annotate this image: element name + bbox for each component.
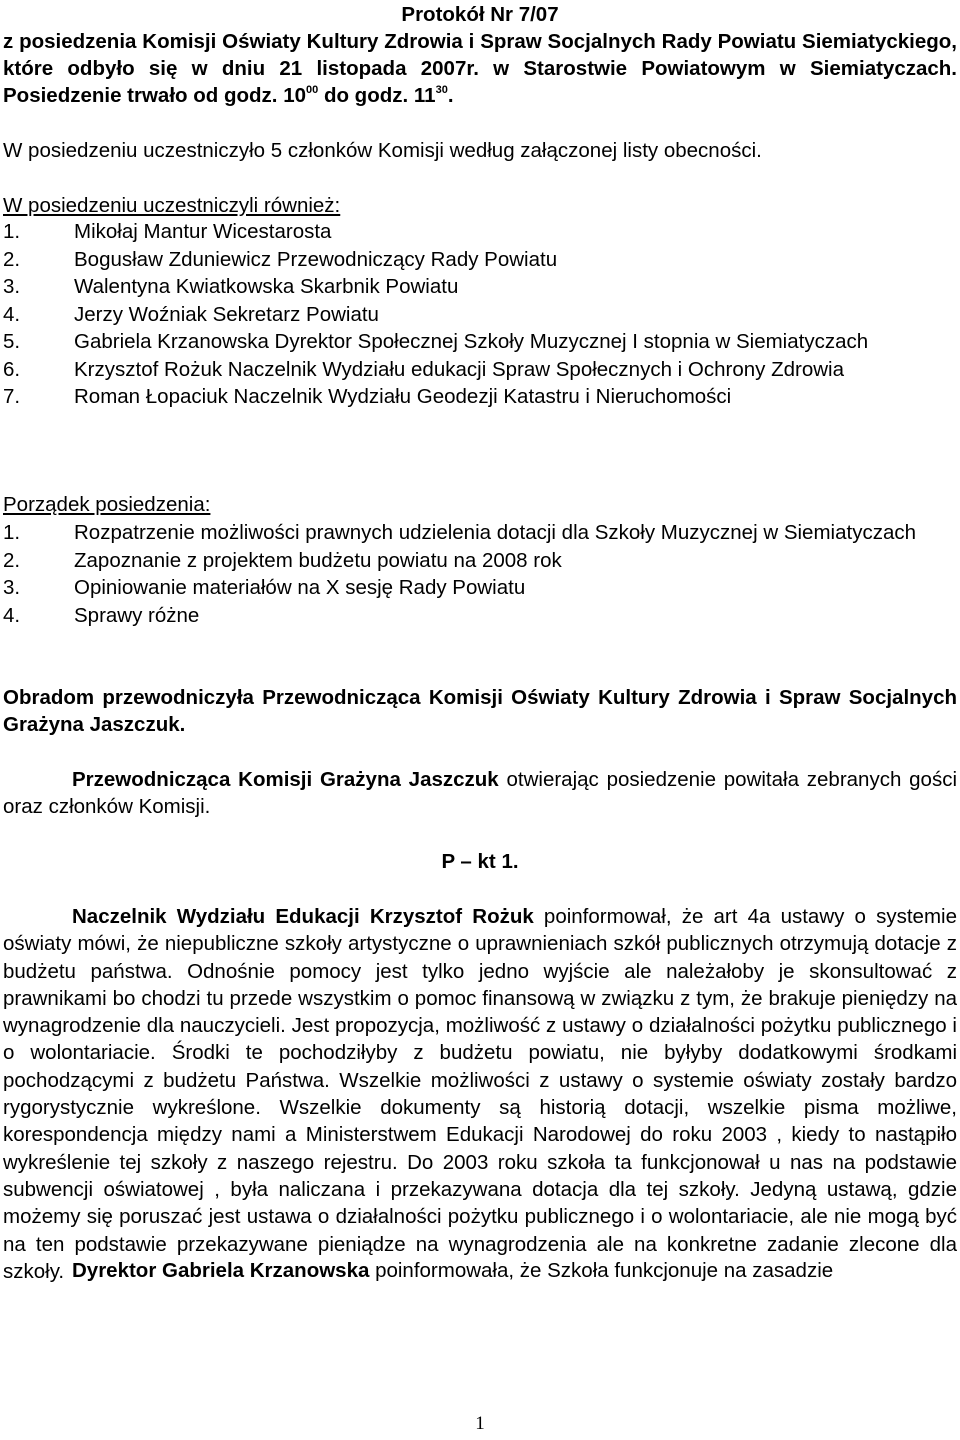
agenda-item-text: Opiniowanie materiałów na X sesję Rady Powiatu (74, 576, 526, 599)
guest-item-text: Bogusław Zduniewicz Przewodniczący Rady Powiatu (74, 247, 558, 271)
guest-item-number: 7. (3, 385, 21, 408)
guest-item-number: 5. (3, 330, 21, 353)
time-start-minutes: 00 (306, 84, 319, 96)
guest-item (3, 273, 957, 301)
guest-item-text: Krzysztof Rożuk Naczelnik Wydziału edukacji Spraw Społecznych i Ochrony Zdrowia (74, 357, 845, 381)
paragraph-rozuk-text: poinformował, że art 4a ustawy o systemie oświaty mówi, że niepubliczne szkoły artystyczne o uprawnieniach szkół publicznych otrzymują dotacje z budżetu państwa. Odnośnie pomocy jest tylko jedno wyjście ale należałoby je skonsultować z prawnikami bo chodzi tu przede wszystkim o pomoc finansową w związku z tym, że brakuje pieniędzy na wynagrodzenie dla nauczycieli. Jest propozycja, możliwość z ustawy o działalności pożytku publicznego i o wolontariacie. Środki te pochodziłyby z budżetu powiatu, nie byłyby dodatkowymi środkami pochodzącymi z budżetu Państwa. Wszelkie możliwości z ustawy o systemie oświaty zostały bardzo rygorystycznie wykreślone. Wszelkie dokumenty są historią dotacji, wszelkie pisma możliwe, korespondencja między nami a Ministerstwem Edukacji Narodowej do roku 2003 , kiedy to nastąpiło wykreślenie tej szkoły z naszego rejestru. Do 2003 roku szkoła ta funkcjonował u nas na podstawie subwencji oświatowej , była naliczana i przekazywana dotacja dla tej szkoły. Jedyną ustawą, gdzie możemy się poruszać jest ustawa o działalności pożytku publicznego i o wolontariacie, ale nie mogą być na ten podstawie przekazywane pieniądze na wynagrodzenia ale na konkretne zadanie zlecone dla szkoły. (3, 905, 957, 1283)
paragraph-krzanowska-text: poinformowała, że Szkoła funkcjonuje na zasadzie (369, 1259, 834, 1282)
agenda-item-number: 1. (3, 521, 21, 544)
time-end-minutes: 30 (435, 84, 448, 96)
agenda-item-number: 2. (3, 548, 21, 572)
guest-item-text: Gabriela Krzanowska Dyrektor Społecznej Szkoły Muzycznej I stopnia w Siemiatyczach (74, 330, 869, 353)
opening-paragraph (3, 766, 957, 821)
guests-heading: W posiedzeniu uczestniczyli również: (3, 194, 341, 217)
guest-item-text: Jerzy Woźniak Sekretarz Powiatu (74, 302, 379, 326)
guest-item (3, 218, 957, 246)
guest-item-text: Mikołaj Mantur Wicestarosta (74, 220, 332, 243)
paragraph-krzanowska-speaker: Dyrektor Gabriela Krzanowska (72, 1259, 370, 1282)
point-heading: P – kt 1. (441, 850, 519, 873)
guest-item (3, 383, 957, 411)
header-text: z posiedzenia Komisji Oświaty Kultury Zdrowia i Spraw Socjalnych Rady Powiatu Siemiatyckiego, które odbyło się w dniu 21 listopada 2007r. w Starostwie Powiatowym w Siemiatyczach. Posiedzenie trwało od godz. 10 (3, 30, 957, 107)
guest-item-text: Walentyna Kwiatkowska Skarbnik Powiatu (74, 275, 459, 298)
agenda-item-text: Rozpatrzenie możliwości prawnych udzielenia dotacji dla Szkoły Muzycznej w Siemiatyczach (74, 521, 916, 544)
guest-item-number: 1. (3, 220, 21, 243)
agenda-item-number: 4. (3, 603, 21, 627)
paragraph-rozuk-speaker: Naczelnik Wydziału Edukacji Krzysztof Rożuk (72, 905, 534, 928)
guest-item (3, 328, 957, 356)
guest-item-number: 3. (3, 275, 21, 298)
agenda-list (3, 519, 957, 629)
agenda-item-text: Sprawy różne (74, 603, 200, 627)
guest-item-text: Roman Łopaciuk Naczelnik Wydziału Geodezji Katastru i Nieruchomości (74, 385, 732, 408)
guest-item (3, 301, 957, 329)
guest-item (3, 356, 957, 384)
paragraph-rozuk (3, 903, 957, 1285)
guest-item (3, 246, 957, 274)
agenda-heading: Porządek posiedzenia: (3, 493, 211, 516)
header-time-mid: do godz. 11 (318, 84, 436, 107)
opening-text: otwierając posiedzenie powitała zebranych gości oraz członków Komisji. (3, 768, 957, 819)
guest-item-number: 2. (3, 247, 21, 271)
guest-item-number: 6. (3, 357, 21, 381)
chair-statement: Obradom przewodniczyła Przewodnicząca Komisji Oświaty Kultury Zdrowia i Spraw Socjalnych Grażyna Jaszczuk. (3, 686, 957, 737)
agenda-item (3, 519, 957, 547)
agenda-item-number: 3. (3, 576, 21, 599)
document-header (3, 1, 957, 109)
opening-speaker: Przewodnicząca Komisji Grażyna Jaszczuk (72, 768, 499, 791)
agenda-item (3, 574, 957, 602)
agenda-item (3, 602, 957, 630)
header-time-suffix: . (447, 84, 454, 107)
paragraph-krzanowska (3, 1257, 957, 1284)
document-title: Protokół Nr 7/07 (401, 3, 559, 26)
agenda-item (3, 547, 957, 575)
page-number: 1 (475, 1413, 485, 1434)
agenda-item-text: Zapoznanie z projektem budżetu powiatu na 2008 rok (74, 548, 562, 572)
guests-list (3, 218, 957, 411)
attendance-text: W posiedzeniu uczestniczyło 5 członków Komisji według załączonej listy obecności. (3, 139, 762, 162)
guest-item-number: 4. (3, 302, 21, 326)
